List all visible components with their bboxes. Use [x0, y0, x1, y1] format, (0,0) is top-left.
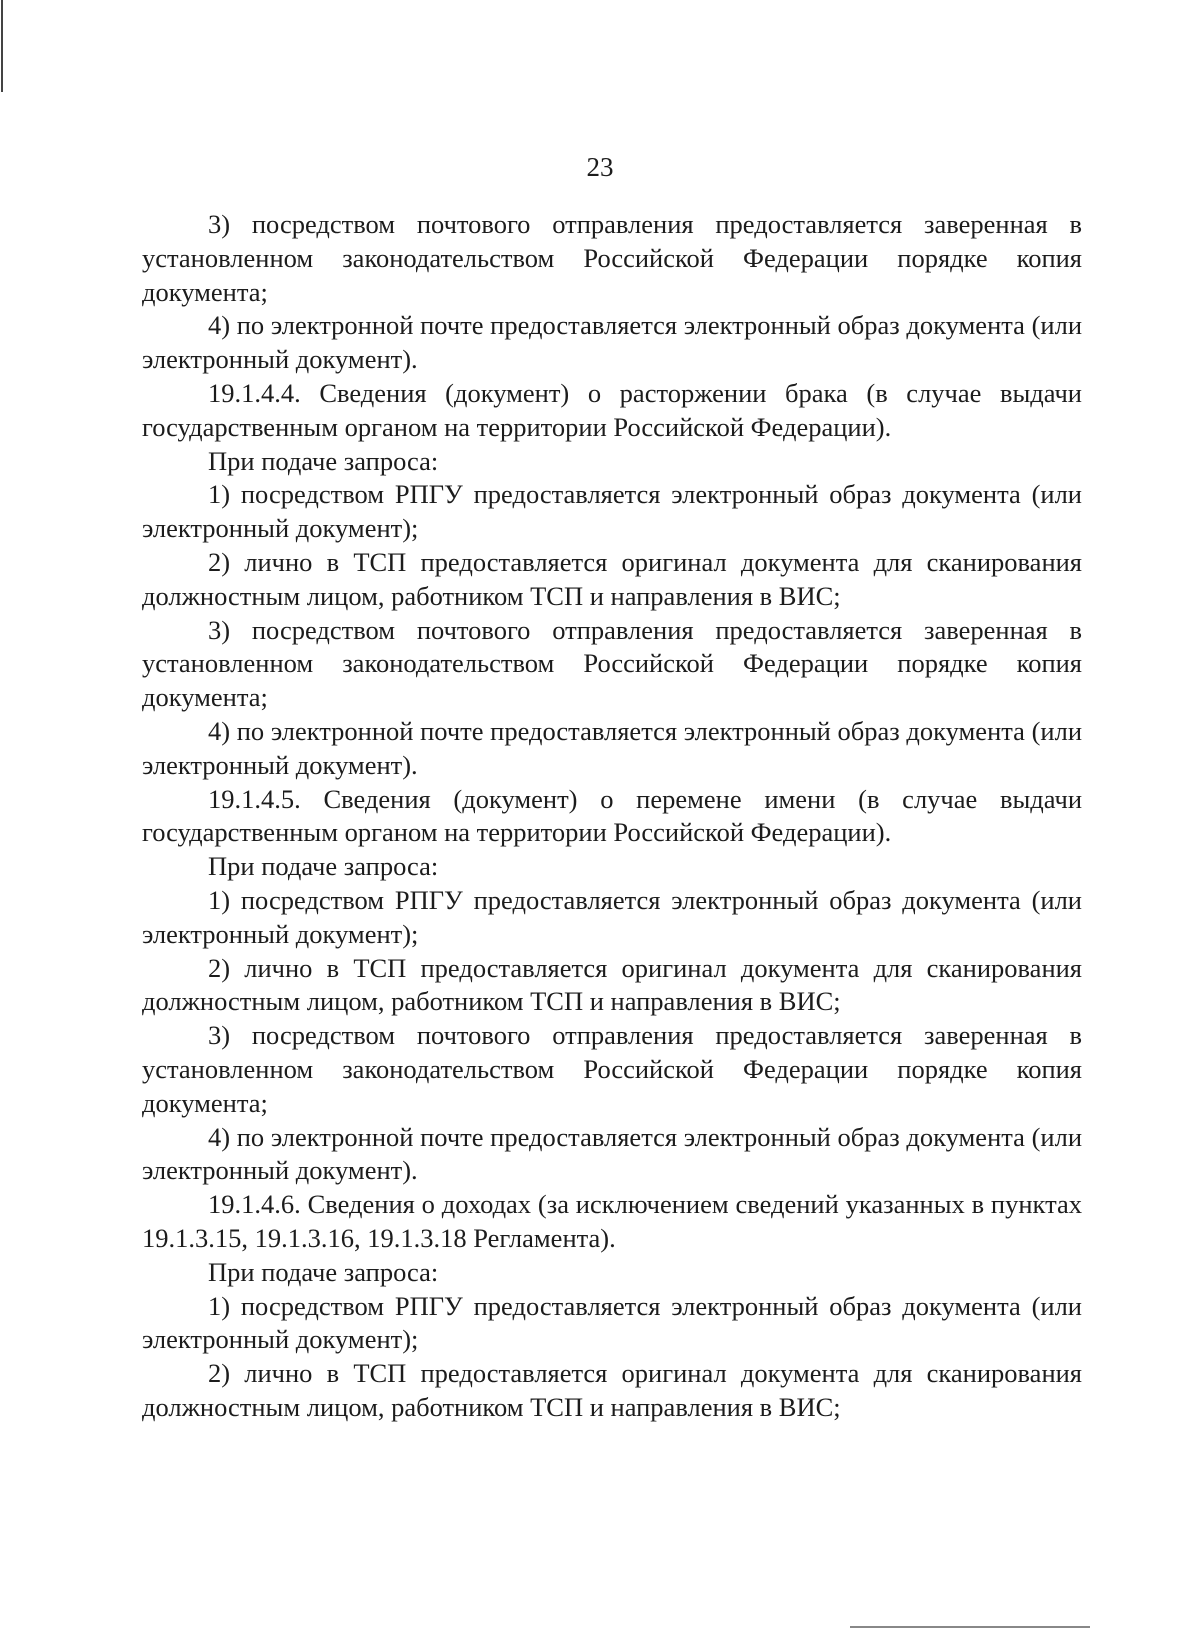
- paragraph: 4) по электронной почте предоставляется электронный образ документа (или электронный документ).: [142, 310, 1082, 375]
- footer-rule: [850, 1626, 1090, 1628]
- paragraph: 2) лично в ТСП предоставляется оригинал документа для сканирования должностным лицом, работником ТСП и направления в ВИС;: [142, 546, 1082, 611]
- paragraph: 2) лично в ТСП предоставляется оригинал документа для сканирования должностным лицом, работником ТСП и направления в ВИС;: [142, 1358, 1082, 1422]
- paragraph: 19.1.4.4. Сведения (документ) о расторжении брака (в случае выдачи государственным органом на территории Российской Федерации).: [142, 377, 1082, 442]
- paragraph: 3) посредством почтового отправления предоставляется заверенная в установленном законодательством Российской Федерации порядке копия документа;: [142, 209, 1082, 307]
- paragraph: 1) посредством РПГУ предоставляется электронный образ документа (или электронный документ);: [142, 479, 1082, 544]
- paragraph: 1) посредством РПГУ предоставляется электронный образ документа (или электронный документ);: [142, 884, 1082, 949]
- paragraph: 4) по электронной почте предоставляется электронный образ документа (или электронный документ).: [142, 715, 1082, 780]
- page-number: 23: [586, 152, 614, 182]
- paragraph: При подаче запроса:: [208, 851, 439, 882]
- paragraph: 4) по электронной почте предоставляется электронный образ документа (или электронный документ).: [142, 1121, 1082, 1186]
- scan-edge-mark: [1, 0, 3, 92]
- paragraph: 1) посредством РПГУ предоставляется электронный образ документа (или электронный документ);: [142, 1290, 1082, 1355]
- paragraph: При подаче запроса:: [208, 1256, 439, 1287]
- paragraph: 3) посредством почтового отправления предоставляется заверенная в установленном законодательством Российской Федерации порядке копия документа;: [142, 1020, 1082, 1118]
- paragraph: 19.1.4.6. Сведения о доходах (за исключением сведений указанных в пунктах 19.1.3.15, 19.1.3.16, 19.1.3.18 Регламента).: [142, 1189, 1082, 1253]
- paragraph: 2) лично в ТСП предоставляется оригинал документа для сканирования должностным лицом, работником ТСП и направления в ВИС;: [142, 952, 1082, 1017]
- paragraph: 19.1.4.5. Сведения (документ) о перемене имени (в случае выдачи государственным органом на территории Российской Федерации).: [142, 783, 1082, 848]
- document-body: [142, 208, 1082, 1425]
- paragraph: 3) посредством почтового отправления предоставляется заверенная в установленном законодательством Российской Федерации порядке копия документа;: [142, 614, 1082, 713]
- paragraph: При подаче запроса:: [208, 445, 439, 476]
